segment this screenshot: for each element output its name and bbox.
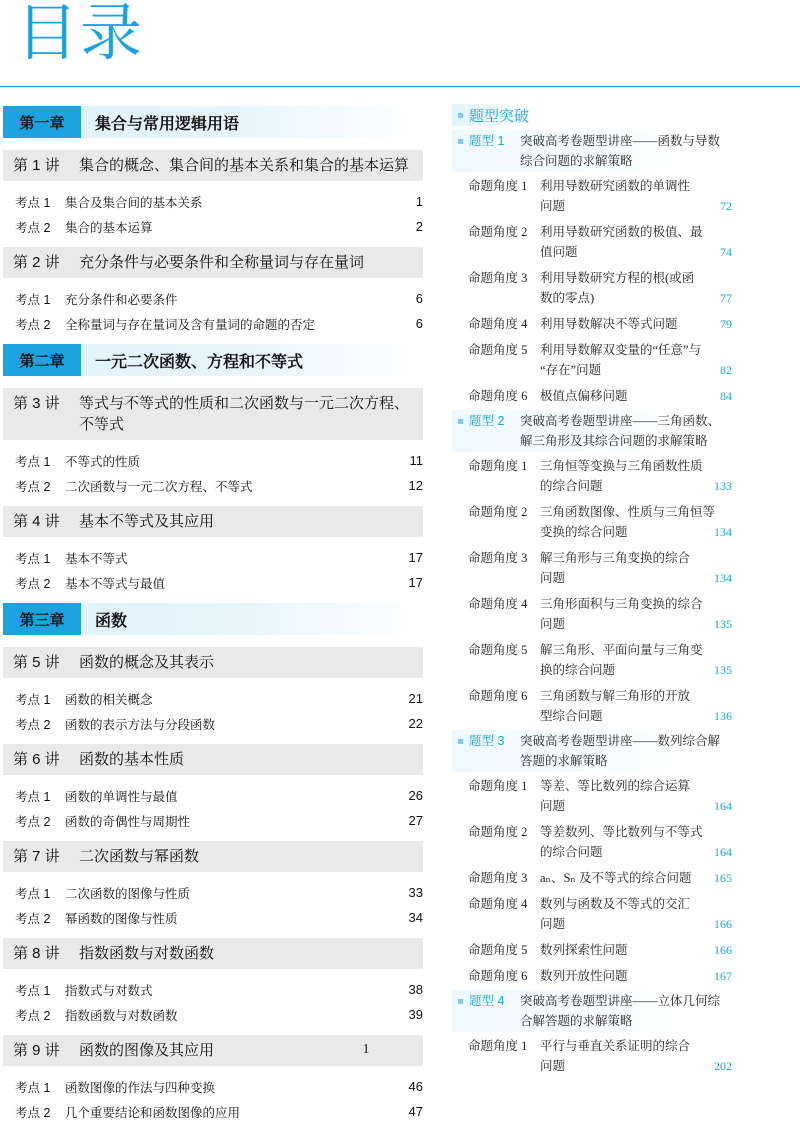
angle-number: 命题角度 6 (468, 389, 528, 403)
key-point-number: 考点 2 (15, 220, 51, 235)
angle-body (540, 940, 732, 960)
angle-title-line (540, 548, 732, 568)
key-points-list (3, 189, 423, 239)
angle-number: 命题角度 4 (468, 317, 528, 331)
page-title: 目录 (16, 0, 145, 68)
angle-page-line (540, 568, 732, 588)
lecture-header[interactable] (3, 744, 423, 775)
key-point-title: 充分条件和必要条件 (65, 292, 178, 307)
angle-page: 134 (714, 525, 732, 539)
lecture-title: 等式与不等式的性质和二次函数与一元二次方程、不等式 (79, 395, 410, 433)
angle-title-line (540, 776, 732, 796)
key-point-number: 考点 1 (15, 789, 51, 804)
chapter-title: 函数 (95, 612, 128, 630)
key-point-number: 考点 1 (15, 886, 51, 901)
angle-title-text: 变换的综合问题 (540, 525, 628, 539)
angle-title-line (540, 686, 732, 706)
key-points-list (3, 286, 423, 336)
key-points-list (3, 1074, 423, 1124)
question-types-column (452, 104, 732, 1080)
key-point-number: 考点 1 (15, 983, 51, 998)
key-point-entry[interactable] (3, 1002, 423, 1027)
key-point-title: 集合及集合间的基本关系 (65, 195, 203, 210)
angle-body (540, 314, 732, 334)
key-point-entry[interactable] (3, 448, 423, 473)
angle-body (540, 894, 732, 934)
angle-title-text: 问题 (540, 571, 566, 585)
key-point-entry[interactable] (3, 189, 423, 214)
angle-page: 202 (714, 1059, 732, 1073)
angle-title-text: 解三角形、平面向量与三角变 (540, 643, 703, 657)
key-point-number: 考点 2 (15, 1008, 51, 1023)
key-point-title: 函数的相关概念 (65, 692, 153, 707)
lecture-header[interactable] (3, 150, 423, 181)
angle-title-text: 利用导数研究函数的单调性 (540, 179, 691, 193)
angle-number: 命题角度 5 (468, 343, 528, 357)
question-type-entry[interactable] (452, 410, 732, 452)
angle-title-text: aₙ、Sₙ 及不等式的综合问题 (540, 871, 692, 885)
key-point-page: 2 (415, 219, 423, 234)
lecture-title: 函数的基本性质 (79, 751, 185, 768)
chapters-column (3, 106, 423, 1132)
key-point-number: 考点 2 (15, 717, 51, 732)
angle-title-text: “存在”问题 (540, 363, 602, 377)
key-point-number: 考点 2 (15, 479, 51, 494)
angle-body (540, 686, 732, 726)
lecture-number: 第 5 讲 (13, 654, 60, 671)
key-point-title: 基本不等式 (65, 551, 128, 566)
angle-page: 166 (714, 943, 732, 957)
key-point-entry[interactable] (3, 311, 423, 336)
angle-number: 命题角度 5 (468, 643, 528, 657)
angle-page-line (540, 914, 732, 934)
proposition-angle-entry[interactable] (452, 938, 732, 962)
page-number: 1 (362, 1042, 370, 1057)
square-bullet-icon (458, 139, 463, 144)
key-point-page: 33 (408, 885, 423, 900)
angle-number: 命题角度 1 (468, 459, 528, 473)
angle-title-text: 的综合问题 (540, 479, 603, 493)
key-point-entry[interactable] (3, 880, 423, 905)
key-point-number: 考点 1 (15, 454, 51, 469)
angle-number: 命题角度 4 (468, 897, 528, 911)
angle-number: 命题角度 1 (468, 1039, 528, 1053)
lecture-number: 第 4 讲 (13, 513, 60, 530)
angle-number: 命题角度 6 (468, 689, 528, 703)
angle-title-text: 三角恒等变换与三角函数性质 (540, 459, 703, 473)
chapter-number: 第二章 (3, 344, 81, 376)
key-point-page: 39 (408, 1007, 423, 1022)
key-point-title: 全称量词与存在量词及含有量词的命题的否定 (65, 317, 316, 332)
key-point-number: 考点 2 (15, 911, 51, 926)
key-point-number: 考点 1 (15, 551, 51, 566)
chapter-header[interactable] (3, 344, 423, 376)
key-point-entry[interactable] (3, 977, 423, 1002)
key-point-entry[interactable] (3, 686, 423, 711)
square-bullet-icon (458, 113, 463, 118)
key-points-list (3, 783, 423, 833)
proposition-angle-entry[interactable] (452, 312, 732, 336)
key-point-page: 17 (408, 575, 423, 590)
proposition-angle-entry[interactable] (452, 384, 732, 408)
key-points-list (3, 686, 423, 736)
question-type-entry[interactable] (452, 730, 732, 772)
key-point-entry[interactable] (3, 570, 423, 595)
key-point-number: 考点 2 (15, 317, 51, 332)
key-point-page: 22 (408, 716, 423, 731)
key-points-list (3, 977, 423, 1027)
key-point-page: 27 (408, 813, 423, 828)
question-type-entry[interactable] (452, 130, 732, 172)
key-point-number: 考点 1 (15, 195, 51, 210)
proposition-angle-entry[interactable] (452, 892, 732, 936)
angle-number: 命题角度 1 (468, 779, 528, 793)
angle-body (540, 268, 732, 308)
key-point-entry[interactable] (3, 905, 423, 930)
angle-title-line (540, 894, 732, 914)
angle-page: 136 (714, 709, 732, 723)
key-point-number: 考点 1 (15, 292, 51, 307)
proposition-angle-entry[interactable] (452, 964, 732, 988)
angle-title-text: 数列与函数及不等式的交汇 (540, 897, 691, 911)
angle-body (540, 868, 732, 888)
lecture-title: 充分条件与必要条件和全称量词与存在量词 (79, 254, 365, 271)
angle-title-line (540, 222, 732, 242)
angle-title-line (540, 340, 732, 360)
key-point-number: 考点 2 (15, 1105, 51, 1120)
lecture-title: 指数函数与对数函数 (79, 945, 215, 962)
angle-title-text: 利用导数研究方程的根(或函 (540, 271, 695, 285)
angle-title-text: 的综合问题 (540, 845, 603, 859)
chapter-number: 第三章 (3, 603, 81, 635)
key-point-title: 指数式与对数式 (65, 983, 153, 998)
key-point-page: 11 (409, 453, 423, 468)
angle-number: 命题角度 2 (468, 825, 528, 839)
key-point-number: 考点 2 (15, 576, 51, 591)
angle-title-text: 值问题 (540, 245, 578, 259)
angle-page: 167 (714, 969, 732, 983)
proposition-angle-entry[interactable] (452, 684, 732, 728)
angle-number: 命题角度 6 (468, 969, 528, 983)
angle-title-line (540, 868, 732, 888)
proposition-angle-entry[interactable] (452, 1034, 732, 1078)
angle-title-line (540, 268, 732, 288)
angle-page: 72 (720, 199, 732, 213)
angle-title-text: 问题 (540, 917, 566, 931)
lecture-number: 第 2 讲 (13, 254, 60, 271)
angle-title-line (540, 822, 732, 842)
angle-page: 74 (720, 245, 732, 259)
angle-page: 84 (720, 389, 732, 403)
question-type-entry[interactable] (452, 990, 732, 1032)
key-point-page: 17 (408, 550, 423, 565)
question-type-number-wrap (452, 411, 520, 451)
question-type-title: 突破高考卷题型讲座——三角函数、解三角形及其综合问题的求解策略 (520, 414, 721, 448)
key-point-title: 二次函数的图像与性质 (65, 886, 191, 901)
key-point-entry[interactable] (3, 286, 423, 311)
key-point-title: 函数的单调性与最值 (65, 789, 178, 804)
angle-page: 164 (714, 845, 732, 859)
key-point-title: 集合的基本运算 (65, 220, 153, 235)
angle-title-line (540, 456, 732, 476)
angle-title-text: 利用导数研究函数的极值、最 (540, 225, 703, 239)
angle-title-text: 等差数列、等比数列与不等式 (540, 825, 703, 839)
question-type-number: 题型 1 (469, 134, 505, 148)
angle-number: 命题角度 5 (468, 943, 528, 957)
angle-title-text: 数列探索性问题 (540, 943, 628, 957)
angle-title-text: 三角形面积与三角变换的综合 (540, 597, 703, 611)
key-point-page: 1 (415, 194, 423, 209)
square-bullet-icon (458, 739, 463, 744)
question-type-number: 题型 3 (469, 734, 505, 748)
angle-title-text: 平行与垂直关系证明的综合 (540, 1039, 691, 1053)
key-point-title: 不等式的性质 (65, 454, 141, 469)
angle-title-text: 解三角形与三角变换的综合 (540, 551, 691, 565)
angle-body (540, 1036, 732, 1076)
question-type-title: 突破高考卷题型讲座——函数与导数综合问题的求解策略 (520, 134, 721, 168)
proposition-angle-entry[interactable] (452, 220, 732, 264)
angle-title-text: 极值点偏移问题 (540, 389, 628, 403)
lecture-header[interactable] (3, 841, 423, 872)
angle-title-text: 问题 (540, 1059, 566, 1073)
lecture-header[interactable] (3, 388, 423, 440)
question-type-number-wrap (452, 131, 520, 171)
key-point-page: 47 (408, 1104, 423, 1119)
key-point-page: 6 (415, 291, 423, 306)
key-point-page: 26 (408, 788, 423, 803)
chapter-number: 第一章 (3, 106, 81, 138)
angle-title-text: 等差、等比数列的综合运算 (540, 779, 691, 793)
angle-title-text: 问题 (540, 617, 566, 631)
lecture-number: 第 7 讲 (13, 848, 60, 865)
angle-body (540, 594, 732, 634)
section-title: 题型突破 (469, 107, 530, 125)
lecture-title: 集合的概念、集合间的基本关系和集合的基本运算 (79, 157, 410, 174)
key-points-list (3, 880, 423, 930)
square-bullet-icon (458, 999, 463, 1004)
angle-title-text: 问题 (540, 199, 566, 213)
lecture-number: 第 8 讲 (13, 945, 60, 962)
key-point-entry[interactable] (3, 783, 423, 808)
proposition-angle-entry[interactable] (452, 500, 732, 544)
proposition-angle-entry[interactable] (452, 546, 732, 590)
lecture-header[interactable] (3, 938, 423, 969)
key-point-page: 34 (408, 910, 423, 925)
angle-body (540, 776, 732, 816)
question-type-title: 突破高考卷题型讲座——立体几何综合解答题的求解策略 (520, 994, 721, 1028)
angle-body (540, 548, 732, 588)
key-point-page: 21 (408, 691, 423, 706)
question-type-number-wrap (452, 991, 520, 1031)
chapter-title: 一元二次函数、方程和不等式 (95, 353, 304, 371)
angle-page-line (540, 196, 732, 216)
question-type-number: 题型 4 (469, 994, 505, 1008)
chapter-header[interactable] (3, 603, 423, 635)
angle-page: 135 (714, 617, 732, 631)
title-divider (0, 86, 800, 87)
lecture-title: 基本不等式及其应用 (79, 513, 215, 530)
key-point-page: 6 (415, 316, 423, 331)
key-point-entry[interactable] (3, 711, 423, 736)
angle-page: 164 (714, 799, 732, 813)
angle-body (540, 822, 732, 862)
lecture-header[interactable] (3, 247, 423, 278)
lecture-title: 函数的图像及其应用 (79, 1042, 215, 1059)
angle-body (540, 456, 732, 496)
key-point-title: 基本不等式与最值 (65, 576, 166, 591)
angle-page: 135 (714, 663, 732, 677)
lecture-header[interactable] (3, 647, 423, 678)
angle-title-text: 数列开放性问题 (540, 969, 628, 983)
key-point-title: 指数函数与对数函数 (65, 1008, 178, 1023)
section-header (452, 104, 543, 126)
question-type-number-wrap (452, 731, 520, 771)
lecture-number: 第 9 讲 (13, 1042, 60, 1059)
proposition-angle-entry[interactable] (452, 638, 732, 682)
angle-title-line (540, 640, 732, 660)
question-type-title: 突破高考卷题型讲座——数列综合解答题的求解策略 (520, 734, 721, 768)
lecture-number: 第 1 讲 (13, 157, 60, 174)
angle-number: 命题角度 3 (468, 551, 528, 565)
key-point-page: 12 (408, 478, 423, 493)
question-type-number: 题型 2 (469, 414, 505, 428)
angle-page-line (540, 1056, 732, 1076)
angle-page: 79 (720, 317, 732, 331)
key-point-title: 函数的表示方法与分段函数 (65, 717, 216, 732)
angle-page: 165 (714, 871, 732, 885)
key-points-list (3, 448, 423, 498)
angle-page: 133 (714, 479, 732, 493)
key-point-title: 几个重要结论和函数图像的应用 (65, 1105, 241, 1120)
proposition-angle-entry[interactable] (452, 774, 732, 818)
square-bullet-icon (458, 419, 463, 424)
chapter-header[interactable] (3, 106, 423, 138)
key-point-entry[interactable] (3, 214, 423, 239)
angle-number: 命题角度 2 (468, 505, 528, 519)
angle-page: 166 (714, 917, 732, 931)
key-point-title: 二次函数与一元二次方程、不等式 (65, 479, 253, 494)
key-point-entry[interactable] (3, 473, 423, 498)
lecture-number: 第 3 讲 (13, 395, 60, 412)
angle-page: 77 (720, 291, 732, 305)
angle-body (540, 966, 732, 986)
angle-title-line (540, 386, 732, 406)
proposition-angle-entry[interactable] (452, 338, 732, 382)
angle-title-text: 三角函数图像、性质与三角恒等 (540, 505, 716, 519)
key-point-number: 考点 1 (15, 692, 51, 707)
angle-title-line (540, 314, 732, 334)
angle-body (540, 176, 732, 216)
angle-body (540, 640, 732, 680)
angle-body (540, 386, 732, 406)
key-point-title: 函数的奇偶性与周期性 (65, 814, 191, 829)
angle-title-line (540, 966, 732, 986)
angle-title-line (540, 594, 732, 614)
key-point-number: 考点 2 (15, 814, 51, 829)
angle-title-text: 问题 (540, 799, 566, 813)
key-point-page: 38 (408, 982, 423, 997)
angle-body (540, 502, 732, 542)
proposition-angle-entry[interactable] (452, 866, 732, 890)
lecture-number: 第 6 讲 (13, 751, 60, 768)
proposition-angle-entry[interactable] (452, 592, 732, 636)
angle-title-line (540, 940, 732, 960)
key-points-list (3, 545, 423, 595)
angle-number: 命题角度 1 (468, 179, 528, 193)
key-point-title: 幂函数的图像与性质 (65, 911, 178, 926)
angle-title-text: 型综合问题 (540, 709, 603, 723)
proposition-angle-entry[interactable] (452, 454, 732, 498)
key-point-entry[interactable] (3, 1074, 423, 1099)
proposition-angle-entry[interactable] (452, 820, 732, 864)
lecture-title: 二次函数与幂函数 (79, 848, 200, 865)
key-point-number: 考点 1 (15, 1080, 51, 1095)
angle-title-line (540, 1036, 732, 1056)
lecture-header[interactable] (3, 506, 423, 537)
key-point-entry[interactable] (3, 1099, 423, 1124)
angle-body (540, 222, 732, 262)
key-point-page: 46 (408, 1079, 423, 1094)
angle-page-line (540, 614, 732, 634)
key-point-title: 函数图像的作法与四种变换 (65, 1080, 216, 1095)
angle-title-text: 数的零点) (540, 291, 595, 305)
angle-body (540, 340, 732, 380)
angle-title-text: 利用导数解双变量的“任意”与 (540, 343, 702, 357)
angle-number: 命题角度 4 (468, 597, 528, 611)
angle-title-text: 利用导数解决不等式问题 (540, 317, 678, 331)
angle-title-line (540, 502, 732, 522)
angle-number: 命题角度 3 (468, 271, 528, 285)
angle-page: 82 (720, 363, 732, 377)
proposition-angle-entry[interactable] (452, 174, 732, 218)
angle-title-text: 三角函数与解三角形的开放 (540, 689, 691, 703)
angle-number: 命题角度 3 (468, 871, 528, 885)
angle-page: 134 (714, 571, 732, 585)
angle-title-line (540, 176, 732, 196)
key-point-entry[interactable] (3, 545, 423, 570)
key-point-entry[interactable] (3, 808, 423, 833)
proposition-angle-entry[interactable] (452, 266, 732, 310)
chapter-title: 集合与常用逻辑用语 (95, 115, 240, 133)
lecture-title: 函数的概念及其表示 (79, 654, 215, 671)
angle-page-line (540, 796, 732, 816)
angle-title-text: 换的综合问题 (540, 663, 616, 677)
angle-number: 命题角度 2 (468, 225, 528, 239)
